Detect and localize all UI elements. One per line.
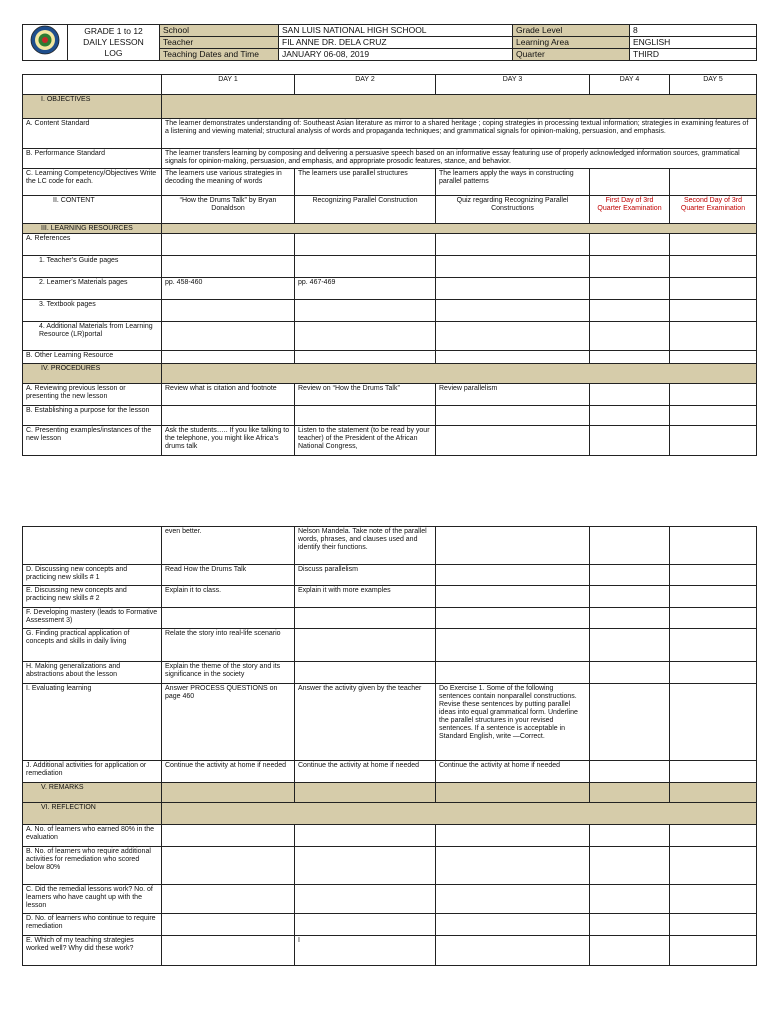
objectives-section: [23, 95, 757, 119]
reflection-d-row: [23, 914, 757, 936]
procedure-j-day-2: Continue the activity at home if needed: [295, 761, 436, 783]
procedure-j-day-3: Continue the activity at home if needed: [436, 761, 590, 783]
performance-standard-row: [23, 149, 757, 169]
school-value: SAN LUIS NATIONAL HIGH SCHOOL: [279, 25, 513, 37]
learning-area-label: Learning Area: [513, 37, 630, 49]
procedure-j-day-1: Continue the activity at home if needed: [162, 761, 295, 783]
other-resource-row: [23, 351, 757, 364]
procedure-i-day-3: Do Exercise 1. Some of the following sentences contain nonparallel constructions. Revise these sentences by putting parallel ideas into equal grammatical form. Underline the parallel structures in your revised sentences. If a sentence is acceptable in Standard English, write —Correct.: [436, 684, 590, 761]
procedures-section: [23, 364, 757, 384]
teaching-dates-label: Teaching Dates and Time: [160, 49, 279, 61]
references-label: A. References: [23, 234, 162, 256]
procedure-a-label: A. Reviewing previous lesson or presenting the new lesson: [23, 384, 162, 406]
reflection-b-label: B. No. of learners who require additional activities for remediation who scored below 80%: [23, 847, 162, 885]
reflection-d-label: D. No. of learners who continue to require remediation: [23, 914, 162, 936]
competency-row: [23, 169, 757, 196]
other-resource-label: B. Other Learning Resource: [23, 351, 162, 364]
procedure-e-row: [23, 586, 757, 608]
deped-seal-icon: [30, 25, 60, 55]
procedure-d-day-2: Discuss parallelism: [295, 565, 436, 586]
procedure-i-label: I. Evaluating learning: [23, 684, 162, 761]
content-day-3: Quiz regarding Recognizing Parallel Constructions: [436, 196, 590, 224]
procedure-c-continued-row: [23, 527, 757, 565]
content-label: II. CONTENT: [23, 196, 162, 224]
reflection-a-label: A. No. of learners who earned 80% in the evaluation: [23, 825, 162, 847]
competency-day-2: The learners use parallel structures: [295, 169, 436, 196]
dll-table-part-2: [22, 526, 756, 966]
procedure-i-row: [23, 684, 757, 761]
day-4-header: DAY 4: [590, 75, 670, 95]
procedure-c-label: C. Presenting examples/instances of the new lesson: [23, 426, 162, 456]
teachers-guide-label: 1. Teacher’s Guide pages: [23, 256, 162, 278]
procedure-g-day-1: Relate the story into real-life scenario: [162, 629, 295, 662]
procedure-c-day-1: Ask the students….. If you like talking to the telephone, you might like Africa’s drums talk: [162, 426, 295, 456]
procedure-a-day-2: Review on “How the Drums Talk”: [295, 384, 436, 406]
competency-label: C. Learning Competency/Objectives Write the LC code for each.: [23, 169, 162, 196]
content-day-4: First Day of 3rd Quarter Examination: [590, 196, 670, 224]
content-standard-row: [23, 119, 757, 149]
competency-day-1: The learners use various strategies in decoding the meaning of words: [162, 169, 295, 196]
procedure-a-day-1: Review what is citation and footnote: [162, 384, 295, 406]
procedure-b-row: [23, 406, 757, 426]
procedure-g-row: [23, 629, 757, 662]
references-row: [23, 234, 757, 256]
procedure-e-day-1: Explain it to class.: [162, 586, 295, 608]
procedure-f-label: F. Developing mastery (leads to Formative Assessment 3): [23, 608, 162, 629]
competency-day-4: [590, 169, 670, 196]
procedure-d-day-1: Read How the Drums Talk: [162, 565, 295, 586]
learners-materials-label: 2. Learner’s Materials pages: [23, 278, 162, 300]
procedure-d-row: [23, 565, 757, 586]
dll-table-part-1: [22, 74, 756, 456]
content-day-5: Second Day of 3rd Quarter Examination: [670, 196, 757, 224]
procedure-b-label: B. Establishing a purpose for the lesson: [23, 406, 162, 426]
additional-materials-label: 4. Additional Materials from Learning Resource (LR)portal: [23, 322, 162, 351]
learners-materials-row: [23, 278, 757, 300]
additional-materials-row: [23, 322, 757, 351]
day-3-header: DAY 3: [436, 75, 590, 95]
content-standard-label: A. Content Standard: [23, 119, 162, 149]
learning-area-value: ENGLISH: [630, 37, 757, 49]
quarter-value: THIRD: [630, 49, 757, 61]
procedure-c-cont-day-1: even better.: [162, 527, 295, 565]
competency-day-3: The learners apply the ways in constructing parallel patterns: [436, 169, 590, 196]
grade-level-value: 8: [630, 25, 757, 37]
quarter-label: Quarter: [513, 49, 630, 61]
procedure-e-label: E. Discussing new concepts and practicing new skills # 2: [23, 586, 162, 608]
day-2-header: DAY 2: [295, 75, 436, 95]
reflection-section: [23, 803, 757, 825]
procedure-h-row: [23, 662, 757, 684]
learning-resources-section: [23, 224, 757, 234]
textbook-label: 3. Textbook pages: [23, 300, 162, 322]
textbook-row: [23, 300, 757, 322]
procedure-j-label: J. Additional activities for application or remediation: [23, 761, 162, 783]
content-day-2: Recognizing Parallel Construction: [295, 196, 436, 224]
remarks-heading: V. REMARKS: [23, 783, 162, 803]
procedure-i-day-2: Answer the activity given by the teacher: [295, 684, 436, 761]
teaching-dates-value: JANUARY 06-08, 2019: [279, 49, 513, 61]
reflection-e-day-2: I: [295, 936, 436, 966]
teacher-label: Teacher: [160, 37, 279, 49]
content-day-1: “How the Drums Talk” by Bryan Donaldson: [162, 196, 295, 224]
reflection-e-label: E. Which of my teaching strategies worked well? Why did these work?: [23, 936, 162, 966]
procedure-h-label: H. Making generalizations and abstractions about the lesson: [23, 662, 162, 684]
reflection-heading: VI. REFLECTION: [23, 803, 162, 825]
procedure-j-row: [23, 761, 757, 783]
procedure-f-row: [23, 608, 757, 629]
remarks-section: [23, 783, 757, 803]
content-row: [23, 196, 757, 224]
procedure-a-row: [23, 384, 757, 406]
day-header-row: [23, 75, 757, 95]
reflection-c-label: C. Did the remedial lessons work? No. of learners who have caught up with the lesson: [23, 885, 162, 914]
grade-level-label: Grade Level: [513, 25, 630, 37]
lm-day-1: pp. 458-460: [162, 278, 295, 300]
procedure-c-cont-day-2: Nelson Mandela. Take note of the parallel words, phrases, and clauses used and identify their functions.: [295, 527, 436, 565]
procedure-c-row: [23, 426, 757, 456]
procedure-i-day-1: Answer PROCESS QUESTIONS on page 460: [162, 684, 295, 761]
day-5-header: DAY 5: [670, 75, 757, 95]
teachers-guide-row: [23, 256, 757, 278]
procedure-e-day-2: Explain it with more examples: [295, 586, 436, 608]
procedure-h-day-1: Explain the theme of the story and its significance in the society: [162, 662, 295, 684]
reflection-a-row: [23, 825, 757, 847]
school-label: School: [160, 25, 279, 37]
reflection-b-row: [23, 847, 757, 885]
content-standard-text: The learner demonstrates understanding of: Southeast Asian literature as mirror to a shared heritage ; coping strategies in processing textual information; strategies in examining features of a listening and viewing material; structural analysis of words and propaganda techniques; and grammatical signals for opinion-making, persuasion, and emphasis.: [162, 119, 757, 149]
reflection-c-row: [23, 885, 757, 914]
objectives-heading: I. OBJECTIVES: [23, 95, 162, 119]
procedure-c-day-2: Listen to the statement (to be read by your teacher) of the President of the African National Congress,: [295, 426, 436, 456]
learning-resources-heading: III. LEARNING RESOURCES: [23, 224, 162, 234]
lm-day-2: pp. 467-469: [295, 278, 436, 300]
teacher-value: FIL ANNE DR. DELA CRUZ: [279, 37, 513, 49]
reflection-e-row: [23, 936, 757, 966]
procedure-a-day-3: Review parallelism: [436, 384, 590, 406]
procedure-g-label: G. Finding practical application of concepts and skills in daily living: [23, 629, 162, 662]
performance-standard-text: The learner transfers learning by composing and delivering a persuasive speech based on an informative essay featuring use of properly acknowledged information sources, grammatical signals for opinion-making, persuasion, and emphasis, and appropriate prosodic features, stance, and behavior.: [162, 149, 757, 169]
day-1-header: DAY 1: [162, 75, 295, 95]
competency-day-5: [670, 169, 757, 196]
procedure-d-label: D. Discussing new concepts and practicing new skills # 1: [23, 565, 162, 586]
procedures-heading: IV. PROCEDURES: [23, 364, 162, 384]
performance-standard-label: B. Performance Standard: [23, 149, 162, 169]
dll-header: [22, 24, 756, 61]
dll-title: GRADE 1 to 12 DAILY LESSON LOG: [68, 25, 160, 61]
logo-cell: [23, 25, 68, 61]
